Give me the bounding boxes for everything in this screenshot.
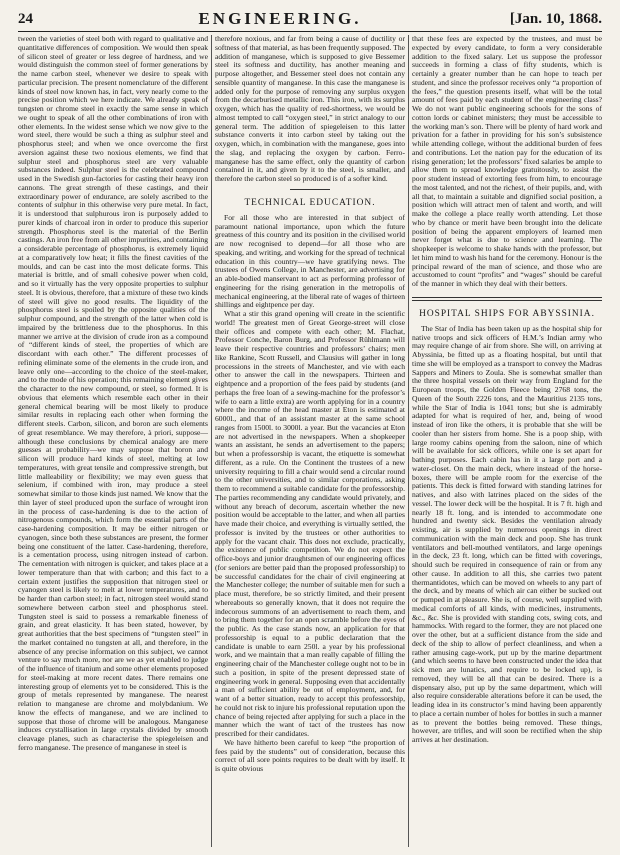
hospital-ships-paragraph: The Star of India has been taken up as the hospital ship for native troops and sick officers of H.M.’s Indian army who may require change of air from shore. She will, on arriving at Abyssinia, be fitted up as a floating hospital, but until that time she will be employed as a transport to convey the Madras Sappers and Miners to Zoula. She is somewhat smaller than the three hospital vessels on their way from England for the European troops, the Golden Fleece being 2768 tons, the Queen of the South 2226 tons, and the Mauritius 2135 tons, while the Star of India is 1041 tons; but she is admirably adapted for what is required of her, and, being of wood instead of iron like the others, it is probable that she will be cooler than her sisters from home. She is a poop ship, with large roomy cabins opening from the saloon, nine of which will be available for sick officers, while one is set apart for bathing purposes. Each cabin has in it a large port and a water-closet. On the main deck, where instead of the horse-boxes, there will be ample room for the exercise of the patients. This deck is fitted forward with standing latrines for natives, and also with latrines placed on the sides of the vessel. The lower deck will be the hospital. It is 7 ft. high and nearly 18 ft. long, and is intended to accommodate one hundred and twenty sick. Besides the ventilation already existing, air is supplied by numerous openings in direct communication with the main deck and poop. She has trunk ventilators and bell-mouthed ventilators, and large openings in the deck, 23 ft. long, which can be fitted with coverings, should such be required in consequence of rain or from any other cause. In addition to all this, she carries two patent thermantidotes, which can be moved on wheels to any part of the deck, and by means of which air can either be sucked out or pumped in at pleasure. She is, of course, well supplied with medical comforts of all kinds, with medicines, instruments, &c., &c. She is provided with standing cots, swing cots, and hammocks. With regard to the former, they are not placed one over the other, but at a sufficient distance from the side and deck of the ship to allow of perfect cleanliness, and when a rather amusing cage-work, put up by the marine department (and which seems to have been constructed under the idea that sick men are lunatics, and require to be locked up), is removed, they will be all that can be desired. There is a dispensary also, put up by the same department, which will also require considerable alterations before it can be used, the leading idea in its constructor’s mind having been apparently to place a certain number of holes for bottles in such a manner as to prevent the bottles being removed. These things, however, are trifles, and will soon be rectified when the ship arrives at her destination. — [412, 323, 602, 744]
technical-education-paragraph: For all those who are interested in that subject of paramount national importance, upon which the future greatness of this country and its position in the civilised world are now recognised to depend—for all those who are speaking, and writing, and working for the spread of technical education in this country—we have gratifying news. The trustees of Owens College, in Manchester, are advertising for an able-bodied manservant to act as performing professor of engineering for the rising generation in the metropolis of mechanical engineering, at the liberal rate of wages of thirteen shillings and eightpence per day. — [215, 212, 405, 310]
technical-education-paragraph: What a stir this grand opening will create in the scientific world! The greatest men of Great George-street will close their offices and compete with each other; M. Flachat, Professor Conche, Baron Burg, and Professor Rühlmann will leave their respective countries and professors’ chairs; men like Rankine, Scott Russell, and Clausius will gather in long processions in the streets of Manchester, and vie with each other to answer the call in the newspapers. Thirteen and eightpence and a proportion of the fees paid by students (and perhaps the free loan of a sewing-machine for the professor’s wife to earn a little extra) are worth applying for in a country where the income of the head master at Eton is estimated at 6000l., and that of an assistant master at the same school ranges from 1500l. to 3000l. a year. But the vacancies at Eton are not advertised in the newspapers. When a shopkeeper wants an assistant, he sends an advertisement to the papers; but when a professorship is vacant, the etiquette is somewhat different, as a rule. On the Continent the trustees of a new university requiring to fill a chair would send a circular round to the other universities, and to similar corporations, asking them to recommend a suitable candidate for the professorship. The parties recommending any candidate would privately, and without any breach of decorum, ascertain whether the new position would be acceptable to the latter, and when all parties have made their choice, and everything is virtually settled, the professor is invited by the trustees or other authorities to apply for the vacant chair. This does not exclude, practically, the existence of public competition. We do not expect the office-boys and junior draughtsmen of our engineering offices (for seniors are better paid than the proposed professorship) to be successful candidates for the chair of civil engineering at the Manchester college; the number of suitable men for such a place must, therefore, be so strictly limited, and their present whereabouts so generally known, that it does not require the indecorous summons of an advertisement to reach them, and to bring them together for an open scramble before the eyes of the public. As the case stands now, an application for that professorship is equal to a public declaration that the candidate is unable to earn 250l. a year by his professional work, and we maintain that a man really capable of filling the engineering chair of the Manchester college ought not to be in such a position, in spite of the present depressed state of engineering work in general. Supposing even that accidentally a man of sufficient ability be out of employment, and, for want of a better situation, ready to accept this professorship, he could not risk to injure his professional reputation upon the chance of being rejected after applying for such a place in the manner which the want of tact of the trustees has now prescribed for their candidates. — [215, 309, 405, 738]
column-1 — [18, 35, 208, 847]
page-header — [18, 8, 602, 30]
column-2 — [215, 35, 405, 847]
section-title-technical-education: TECHNICAL EDUCATION. — [244, 197, 376, 208]
page-number: 24 — [18, 10, 33, 27]
column-divider — [405, 35, 412, 847]
column-3 — [412, 35, 602, 847]
section-title-hospital-ships: HOSPITAL SHIPS FOR ABYSSINIA. — [419, 308, 595, 319]
technical-education-continuation: that these fees are expected by the trustees, and must be expected by every candidate, to form a very considerable addition to the fixed salary. Let us suppose the professor succeeds in forming a class of fifty students, which is certainly a greater number than he can hope to teach per student, and since the professor receives only “a proportion of the fees,” the question presents itself, what will be the total amount of fees paid by each student of the engineering class? We do not want public engineering schools for the sons of cotton lords or cabinet ministers; they must be accessible to the working man’s son. There will be plenty of hard work and privation for a father in providing for his son’s subsistence while attending college, without the additional burden of fees and contributions. Let the nation pay for the education of its rising generation; let the professors’ fixed salaries be ample to allow them to spread knowledge gratuitously, to assist the poor student instead of extorting fees from him, to encourage the most talented, and not the richest, of their pupils, and, with all that, to maintain a suitable and dignified social position, a position which will attract men of talent and worth, and will make the college a place really worth attending. Let those who by chance or merit have been brought into the delicate position of being the apparent employers of learned men never forget what is due to science and learning. The shopkeeper is welcome to shake hands with the professor, but let him mind to wash his hand for the ceremony. Honour is the principal reward of the man of science, and those who are accustomed to count “profits” and “wages” should be careful of the manner in which they deal with their betters. — [412, 35, 602, 288]
steel-article-paragraph: tween the varieties of steel both with regard to qualitative and quantitative differences of composition. We would then speak of silicon steel of greater or less degree of hardness, and we would distinguish the common steel of former generations by the name carbon steel, whenever we desire to speak with particular precision. The present nomenclature of the different kinds of steel now known has, in fact, very nearly come to the precise position which we here indicate. We already speak of tungsten or chrome steel in exactly the same sense in which we ought to speak of all the other combinations of iron with other elements. In the widest sense which we now give to the word steel, there would be such a thing as sulphur steel and phosphorus steel; and when we once overcome the first aversion against these two noxious elements, we find that sulphur steel and phosphorus steel are very valuable substances indeed. Sulphur steel is the celebrated compound used in the Swedish gun-factories for casting their heavy iron cannons. The great strength of these castings, and their extraordinary power of endurance, are solely ascribed to the contents of sulphur in this otherwise very pure metal. In fact, it is understood that sulphurous iron is purposely added to purer kinds of charcoal iron in order to produce this superior strength. Phosphorus steel is the material of the Berlin castings. An iron free from all other impurities, and containing a considerable percentage of phosphorus, is extremely liquid at a comparatively low heat; it fills the finest cavities of the moulds, and can be cast into the most delicate forms. This material is brittle, and of small cohesive power when cold, and so it virtually has the very opposite properties to sulphur steel. It is obvious, therefore, that a mixture of these two kinds of steel will give no good results. The liquidity of the phosphorus steel is spoiled by the opposite qualities of the sulphur compound, and the strength of the latter when cold is impaired by the brittleness due to the phosphorus. In this manner we arrive at the division of crude iron as a compound of “different kinds of steel, the properties of which are discordant with each other.” The different processes of refining eliminate some of the elements in the crude iron, and leave only one—according to the choice of the steel-maker, and to the mode of his operation; this remaining element gives the character to the new compound, or steel, so formed. It is obvious that elements which resemble each other in their general chemical bearing will be most likely to produce similar results in replacing each other when forming the different steels. Carbon, silicon, and boron are such elements of great resemblance. We may therefore, à priori, suppose—although these conclusions by chemical analogy are mere guesses at probability—we may suppose that boron and silicon will produce hard kinds of steel, melting at low temperatures, with great tensile and compressive strength, but little malleability or flexibility; we may even guess that selenium, if combined with iron, may produce a steel somewhat similar to those kinds just named. We know that the thin layer of steel produced upon the surface of wrought iron in the process of case-hardening is due to the action of nitrogenous compounds, which form the essential parts of the case-hardening composition. It may be either nitrogen or cyanogen, since both these substances are present, the former being one constituent of the latter. Case-hardening, therefore, is a cementation process, using nitrogen instead of carbon. The cementation with nitrogen is quicker, and takes place at a lower temperature than that with carbon; and this fact to a certain extent justifies the supposition that nitrogen steel or cyanogen steel is likely to melt at lower temperatures, and to be harder than carbon steel; in fact, nitrogen steel would stand somewhere between carbon steel and phosphorus steel. Tungsten steel is said to possess a remarkable fineness of grain, and great elasticity. It has been stated, however, by great authorities that the best specimens of “tungsten steel” in the market contained no tungsten at all, and therefore, in the absence of any precise information on this subject, we cannot venture to say much more, nor are we as yet enabled to judge of the influence of titanium and some other elements proposed for steel-making at more recent dates. There remains one interesting group of elements yet to be considered. This is the group of metals represented by manganese. The nearest relation to manganese are chrome and molybdanium. We know the effects of manganese, and we are inclined to suppose that those of chrome will be analogous. Manganese induces crystallisation in large crystals divided by smooth cleavage planes, such as characterise the spiegeleisen and ferro manganese. The presence of manganese in steel is — [18, 35, 208, 752]
section-rule — [290, 189, 330, 190]
steel-article-conclusion: therefore noxious, and far from being a cause of ductility or softness of that material, as has been frequently supposed. The addition of manganese, which is supposed to give Bessemer steel its softness and ductility, has another meaning and purpose altogether, and Bessemer steel does not contain any sensible quantity of manganese. In this case the manganese is added only for the purpose of removing any surplus oxygen from the decarburised metallic iron. This iron, with its surplus oxygen, which has the quality of red-shortness, we would be almost tempted to call “oxygen steel,” in strict analogy to our general term. The addition of spiegeleisen to this latter substance converts it into carbon steel by taking out the oxygen, which, in combination with the manganese, goes into the slag, and replacing the oxygen by carbon. Ferro-manganese has the same effect, only the quantity of carbon contained in it, and given by it to the steel, is smaller, and therefore the carbon steel so produced is of a softer kind. — [215, 35, 405, 183]
column-divider — [208, 35, 215, 847]
journal-title: ENGINEERING. — [198, 9, 362, 28]
issue-date: [Jan. 10, 1868. — [509, 10, 602, 27]
technical-education-paragraph: We have hitherto been careful to keep “the proportion of fees paid by the students” out of consideration, because this correct of all sore points requires to be dealt with by itself. It is quite obvious — [215, 737, 405, 773]
article-columns — [18, 35, 602, 847]
section-double-rule — [412, 297, 602, 301]
header-rule — [18, 31, 602, 32]
